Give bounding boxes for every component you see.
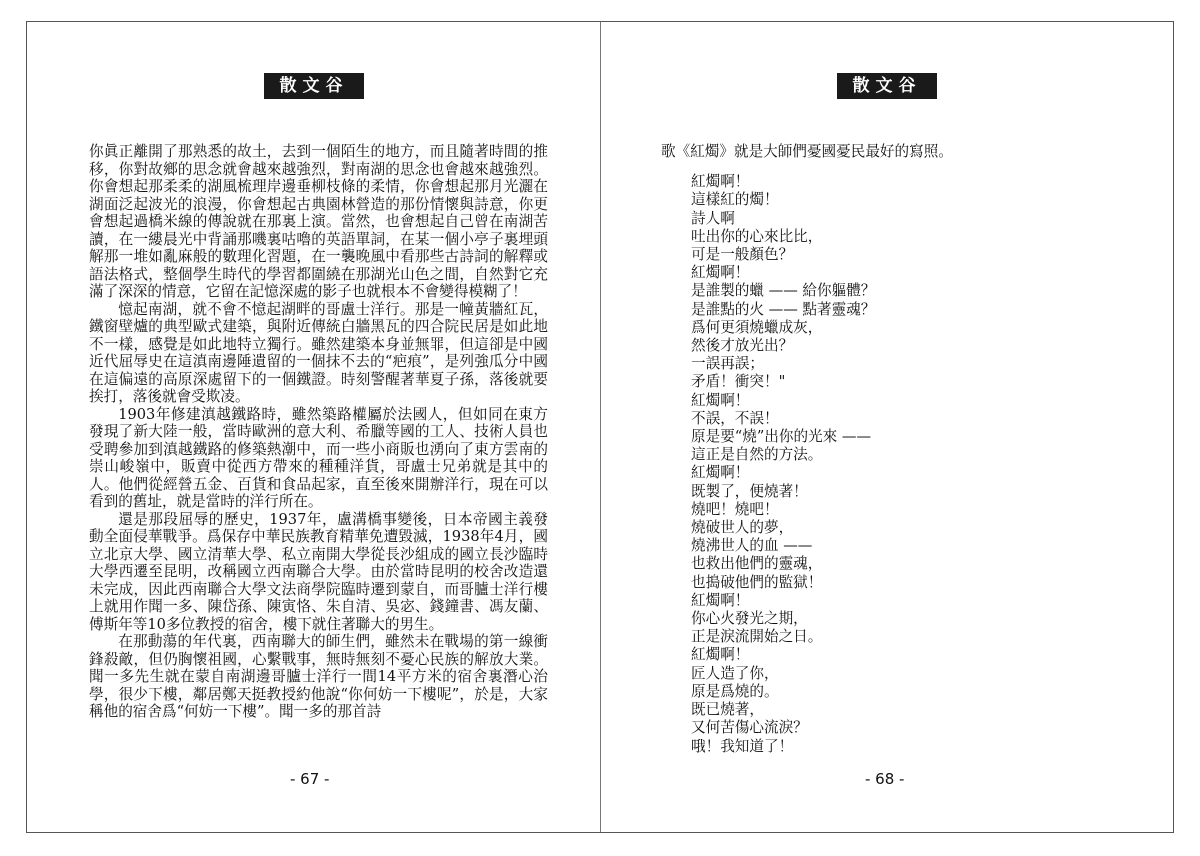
poem-line: 原是爲燒的。 [691, 682, 779, 700]
poem-lines [691, 173, 1131, 756]
poem-line: 是誰製的蠟 —— 給你軀體？ [691, 282, 876, 300]
paragraph: 還是那段屈辱的歷史，1937年，盧溝橋事變後，日本帝國主義發動全面侵華戰爭。爲保存中華民族教育精華免遭毀滅，1938年4月，國立北京大學、國立清華大學、私立南開大學從長沙組成的國立長沙臨時大學西遷至昆明，改稱國立西南聯合大學。由於當時昆明的校舍改造還未完成，因此西南聯合大學文法商學院臨時遷到蒙自，而哥臚士洋行樓上就用作聞一多、陳岱孫、陳寅恪、朱自清、吳宓、錢鐘書、馮友蘭、傅斯年等10多位教授的宿舍，樓下就住著聯大的男生。 [89, 510, 548, 633]
poem-line: 是誰點的火 —— 點著靈魂？ [691, 300, 876, 318]
poem-line: 這樣紅的燭！ [691, 191, 779, 209]
left-page [27, 22, 600, 832]
poem-line: 匠人造了你， [691, 664, 779, 682]
poem-line: 然後才放光出？ [691, 337, 794, 355]
section-header: 散文谷 [837, 73, 937, 99]
poem-line: 又何苦傷心流淚？ [691, 719, 808, 737]
poem-line: 一誤再誤； [691, 355, 764, 373]
poem-line: 矛盾！衝突！" [691, 373, 786, 391]
poem-line: 正是淚流開始之日。 [691, 628, 823, 646]
poem-line: 吐出你的心來比比， [691, 227, 823, 245]
poem-line: 紅燭啊！ [691, 591, 750, 609]
poem-line: 紅燭啊！ [691, 173, 750, 191]
poem-line: 可是一般顏色？ [691, 246, 794, 264]
book-spread [26, 21, 1174, 833]
poem-line: 燒破世人的夢， [691, 519, 794, 537]
poem-line: 你心火發光之期， [691, 610, 808, 628]
poem-line: 紅燭啊！ [691, 464, 750, 482]
poem-line: 既製了，便燒著！ [691, 482, 808, 500]
right-page [601, 22, 1174, 832]
poem-intro: 歌《紅燭》就是大師們憂國憂民最好的寫照。 [661, 143, 953, 160]
poem-line: 也搗破他們的監獄！ [691, 573, 823, 591]
poem-line: 不誤，不誤！ [691, 409, 779, 427]
paragraph: 在那動蕩的年代裏，西南聯大的師生們，雖然未在戰場的第一線衝鋒殺敵，但仍胸懷祖國，心繫戰事，無時無刻不憂心民族的解放大業。聞一多先生就在蒙自南湖邊哥臚士洋行一間14平方米的宿舍裏潛心治學，很少下樓，鄰居鄭天挺教授約他說“你何妨一下樓呢”，於是，大家稱他的宿舍爲“何妨一下樓”。聞一多的那首詩 [89, 633, 548, 720]
poem-line: 這正是自然的方法。 [691, 446, 823, 464]
poem-line: 哦！我知道了！ [691, 737, 794, 755]
poem-line: 燒沸世人的血 —— [691, 537, 813, 555]
paragraph: 1903年修建滇越鐵路時，雖然築路權屬於法國人，但如同在東方發現了新大陸一般，當時歐洲的意大利、希臘等國的工人、技術人員也受聘參加到滇越鐵路的修築熱潮中，而一些小商販也湧向了東方雲南的崇山峻嶺中，販賣中從西方帶來的種種洋貨，哥盧士兄弟就是其中的人。他們從經營五金、百貨和食品起家，直至後來開辦洋行，現在可以看到的舊址，就是當時的洋行所在。 [89, 405, 548, 510]
article-body [89, 143, 548, 721]
poem-line: 紅燭啊！ [691, 646, 750, 664]
poem-line: 燒吧！燒吧！ [691, 500, 779, 518]
section-header: 散文谷 [264, 73, 364, 99]
poem-line: 原是要“燒”出你的光來 —— [691, 428, 872, 446]
paragraph: 憶起南湖，就不會不憶起湖畔的哥盧士洋行。那是一幢黃牆紅瓦，鐵窗壁爐的典型歐式建築，與附近傳統白牆黑瓦的四合院民居是如此地不一樣，感覺是如此地特立獨行。雖然建築本身並無罪，但這卻是中國近代屈辱史在這滇南邊陲遺留的一個抹不去的“疤痕”，是列強瓜分中國在這偏遠的高原深處留下的一個鐵證。時刻警醒著華夏子孫，落後就要挨打，落後就會受欺凌。 [89, 300, 548, 405]
poem-line: 紅燭啊！ [691, 391, 750, 409]
page-number: - 67 - [290, 770, 330, 788]
page-number: - 68 - [865, 770, 905, 788]
poem-line: 既已燒著， [691, 701, 764, 719]
poem-line: 紅燭啊！ [691, 264, 750, 282]
poem-line: 爲何更須燒蠟成灰， [691, 318, 823, 336]
poem-line: 詩人啊 [691, 209, 735, 227]
poem-line: 也救出他們的靈魂， [691, 555, 823, 573]
poem-block [661, 143, 1131, 756]
paragraph: 你眞正離開了那熟悉的故土，去到一個陌生的地方，而且隨著時間的推移，你對故鄉的思念就會越來越強烈，對南湖的思念也會越來越強烈。你會想起那柔柔的湖風梳理岸邊垂柳枝條的柔情，你會想起那月光灑在湖面泛起波光的浪漫，你會想起古典園林營造的那份情懷與詩意，你更會想起過橋米線的傳說就在那裏上演。當然，也會想起自己曾在南湖苦讀，在一縷晨光中背誦那嘰裏咕嚕的英語單詞，在某一個小亭子裏埋頭解那一堆如亂麻般的數理化習題，在一襲晚風中看那些古詩詞的解釋或語法格式，整個學生時代的學習都圍繞在那湖光山色之間，自然對它充滿了深深的情意，它留在記憶深處的影子也就根本不會變得模糊了！ [89, 143, 548, 300]
